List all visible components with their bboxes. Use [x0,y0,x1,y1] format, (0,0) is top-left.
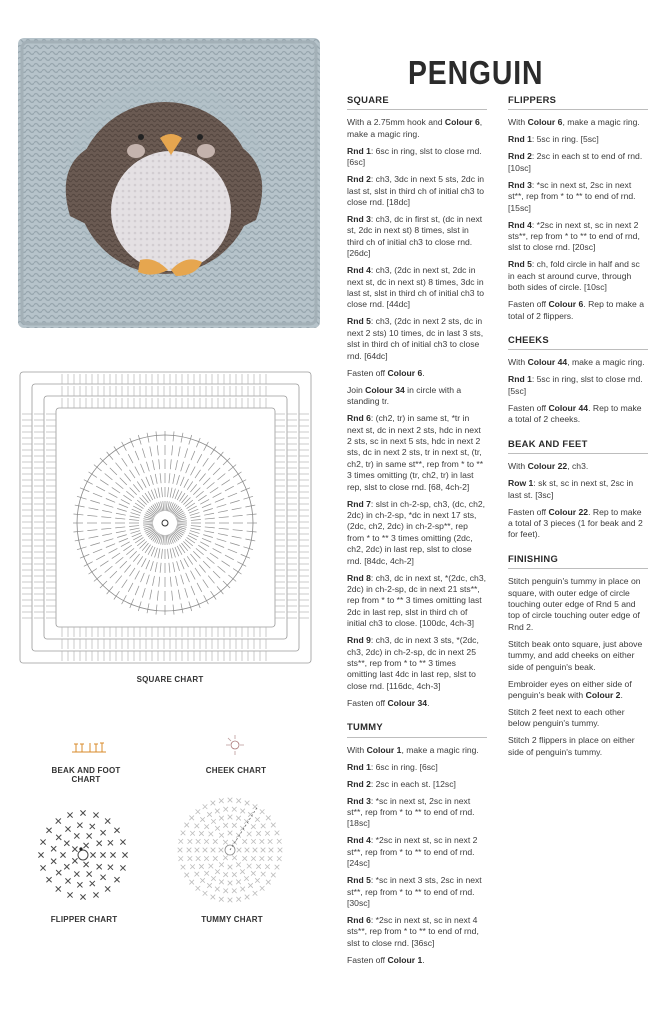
finishing-eyes: Embroider eyes on either side of penguin's beak with Colour 2. [508,678,632,700]
tummy-chart [170,790,290,910]
instructions-column-1 [347,94,487,972]
cheeks-instruction-row: Rnd 1: 5sc in ring, slst to close rnd. [5sc] [508,374,643,396]
square-instruction-row: Rnd 8: ch3, dc in next st, *(2dc, ch3, 2dc) in ch-2-sp, dc in next 21 sts**, rep from * to ** 3 times omitting last 2dc in last rep, slst in third ch of initial ch3 to close. [100dc, 4ch-3] [347,572,486,629]
left-cheek [127,144,145,158]
flippers-instruction-row: Rnd 4: *2sc in next st, sc in next 2 sts**, rep from * to ** to end of rnd, slst to close rnd. [20sc] [508,219,640,253]
square-instruction-row: Rnd 2: ch3, 3dc in next 5 sts, 2dc in last st, slst in third ch of initial ch3 to close rnd. [18dc] [347,174,485,208]
finishing-para-4: Stitch 2 flippers in place on either side of penguin's tummy. [508,735,635,757]
square-heading: SQUARE [347,94,487,110]
tummy-instruction-row: Rnd 4: *2sc in next st, sc in next 2 st**, rep from * to ** to end of rnd. [24sc] [347,835,478,869]
tummy-instruction-row: Rnd 6: *2sc in next st, sc in next 4 sts**, rep from * to ** to end of rnd, slst to close rnd. [36sc] [347,915,479,948]
cheek-chart [220,730,250,760]
square-instruction-row: Rnd 9: ch3, dc in next 3 sts, *(2dc, ch3, 2dc) in ch-2-sp, dc in next 25 sts**, rep from * to ** 3 times omitting last 4dc in last rep, slst to close rnd. [116dc, 4ch-3] [347,635,479,691]
penguin-tummy [111,151,231,271]
finishing-heading: FINISHING [508,553,648,569]
tummy-intro: With Colour 1, make a magic ring. [347,744,479,755]
square-instruction-row: Rnd 7: slst in ch-2-sp, ch3, (dc, ch2, 2dc) in ch-2-sp, *dc in next 17 sts, (2dc, ch2, 2dc) in ch-2-sp**, rep from * to ** 3 times omitting (2dc, ch2, 2dc) in last rep, slst to close rnd. [84dc, 4ch-2] [347,498,486,566]
tummy-fasten: Fasten off Colour 1. [347,954,425,965]
square-instruction-row: Rnd 3: ch3, dc in first st, (dc in next st, 2dc in next st) 8 times, slst in third ch of initial ch3 to close rnd. [26dc] [347,214,483,259]
cheek-chart-label: CHEEK CHART [205,766,267,775]
cheeks-intro: With Colour 44, make a magic ring. [508,357,645,368]
flippers-instruction-row: Rnd 1: 5sc in ring. [5sc] [508,134,599,145]
square-instruction-row: Rnd 1: 6sc in ring, slst to close rnd. [6sc] [347,145,482,168]
beak-feet-intro: With Colour 22, ch3. [508,461,589,472]
square-instruction-row: Rnd 5: ch3, (2dc in next 2 sts, dc in next 2 sts) 10 times, dc in last 3 sts, slst in third ch of initial ch3 to close rnd. [64dc] [347,316,484,361]
penguin-square-photo [18,38,320,328]
beak-foot-chart-label: BEAK AND FOOT CHART [51,766,121,784]
beak-feet-instruction-row: Row 1: sk st, sc in next st, 2sc in last st. [3sc] [508,478,634,500]
square-chart [18,370,313,665]
square-intro: With a 2.75mm hook and Colour 6, make a magic ring. [347,117,483,139]
flippers-instruction-row: Rnd 5: ch, fold circle in half and sc in each st around curve, through both sides of circle. [10sc] [508,259,640,293]
right-eye [197,134,203,140]
finishing-para-1: Stitch penguin's tummy in place on square, with outer edge of circle touching outer edge of Rnd 5 and top of circle touching outer edge of Rnd 2. [508,576,641,632]
tummy-heading: TUMMY [347,721,487,737]
flippers-intro: With Colour 6, make a magic ring. [508,117,640,128]
flippers-instruction-row: Rnd 2: 2sc in each st to end of rnd. [10sc] [508,151,643,173]
flipper-chart [33,805,133,905]
square-fasten-1: Fasten off Colour 6. [347,367,425,378]
flipper-chart-label: FLIPPER CHART [50,915,118,924]
tummy-instruction-row: Rnd 3: *sc in next st, 2sc in next st**, rep from * to ** to end of rnd. [18sc] [347,795,475,829]
square-join: Join Colour 34 in circle with a standing tr. [347,384,462,407]
square-fasten-2: Fasten off Colour 34. [347,697,430,708]
cheeks-fasten: Fasten off Colour 44. Rep to make a total of 2 cheeks. [508,402,642,425]
right-cheek [197,144,215,158]
instructions-column-2 [508,94,648,764]
beak-feet-heading: BEAK AND FEET [508,438,648,454]
left-eye [138,134,144,140]
tummy-instruction-row: Rnd 5: *sc in next 3 sts, 2sc in next st**, rep from * to ** to end of rnd. [30sc] [347,875,482,909]
finishing-para-2: Stitch beak onto square, just above tummy, and add cheeks on either side of penguin's beak. [508,638,643,672]
cheeks-heading: CHEEKS [508,334,648,350]
square-instruction-row: Rnd 6: (ch2, tr) in same st, *tr in next st, dc in next 2 sts, hdc in next 2 sts, sc in next 5 sts, hdc in next 2 sts, dc in next 2 sts, tr in next st, (tr, ch2, tr) in same st**, rep from * to ** 3 times omitting (tr, ch2, tr) in last rep, slst to close rnd. [68, 4ch-2] [347,413,484,492]
page-title: PENGUIN [408,54,544,91]
tummy-instruction-row: Rnd 2: 2sc in each st. [12sc] [347,778,456,789]
flippers-fasten: Fasten off Colour 6. Rep to make a total of 2 flippers. [508,299,644,321]
tummy-chart-label: TUMMY CHART [201,915,263,924]
finishing-para-3: Stitch 2 feet next to each other below penguin's tummy. [508,706,625,729]
beak-foot-chart [70,740,110,756]
flippers-instruction-row: Rnd 3: *sc in next st, 2sc in next st**, rep from * to ** to end of rnd. [15sc] [508,179,636,213]
flippers-heading: FLIPPERS [508,94,648,110]
square-instruction-row: Rnd 4: ch3, (2dc in next st, 2dc in next st, dc in next st) 8 times, 3dc in last st, slst in third ch of initial ch3 to close rnd. [44dc] [347,265,485,310]
square-chart-label: SQUARE CHART [136,675,204,684]
tummy-instruction-row: Rnd 1: 6sc in ring. [6sc] [347,761,438,772]
beak-feet-fasten: Fasten off Colour 22. Rep to make a total of 3 pieces (1 for beak and 2 for feet). [508,506,643,540]
